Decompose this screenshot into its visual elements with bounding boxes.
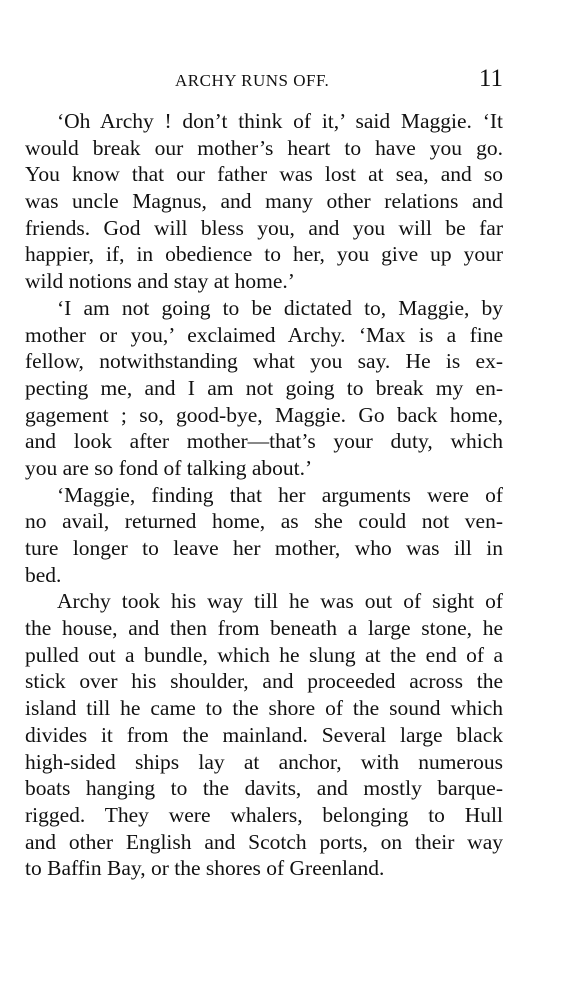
text-line: gagement ; so, good-bye, Maggie. Go back home, (25, 402, 503, 427)
text-line: divides it from the mainland. Several large black (25, 722, 503, 747)
paragraph (25, 588, 503, 882)
text-line: ture longer to leave her mother, who was ill in (25, 536, 503, 560)
text-line: bed. (25, 562, 62, 587)
text-line: fellow, notwithstanding what you say. He is ex- (25, 349, 503, 374)
text-line: wild notions and stay at home.’ (25, 269, 295, 294)
text-line: ‘Oh Archy ! don’t think of it,’ said Maggie. ‘It (57, 109, 503, 133)
text-line: pulled out a bundle, which he slung at the end of a (25, 642, 503, 667)
text-line: You know that our father was lost at sea, and so (25, 162, 503, 187)
text-line: and other English and Scotch ports, on their way (25, 829, 503, 854)
text-line: pecting me, and I am not going to break my en- (25, 375, 503, 400)
text-line: high-sided ships lay at anchor, with numerous (25, 749, 503, 774)
text-line: ‘I am not going to be dictated to, Maggie, by (57, 295, 503, 320)
paragraph (25, 108, 503, 295)
text-line: Archy took his way till he was out of sight of (57, 589, 503, 614)
text-line: to Baffin Bay, or the shores of Greenland. (25, 856, 385, 881)
paragraph (25, 482, 503, 589)
text-line: would break our mother’s heart to have you go. (25, 135, 503, 160)
paragraph (25, 295, 503, 482)
text-line: stick over his shoulder, and proceeded across the (25, 669, 503, 694)
text-line: boats hanging to the davits, and mostly barque- (25, 776, 503, 801)
page-number: 11 (478, 65, 503, 92)
text-line: was uncle Magnus, and many other relations and (25, 189, 503, 214)
text-line: and look after mother—that’s your duty, which (25, 429, 503, 454)
running-title: ARCHY RUNS OFF. (175, 71, 330, 90)
text-line: ‘Maggie, finding that her arguments were of (57, 482, 503, 507)
text-line: you are so fond of talking about.’ (25, 455, 313, 480)
text-line: the house, and then from beneath a large stone, he (25, 616, 503, 641)
text-line: friends. God will bless you, and you will be far (25, 215, 503, 240)
text-line: no avail, returned home, as she could not ven- (25, 509, 503, 534)
text-line: mother or you,’ exclaimed Archy. ‘Max is a fine (25, 322, 503, 347)
text-line: rigged. They were whalers, belonging to Hull (25, 802, 503, 827)
text-line: happier, if, in obedience to her, you give up your (25, 242, 503, 267)
text-line: island till he came to the shore of the sound which (25, 696, 503, 721)
body-text (25, 108, 503, 882)
